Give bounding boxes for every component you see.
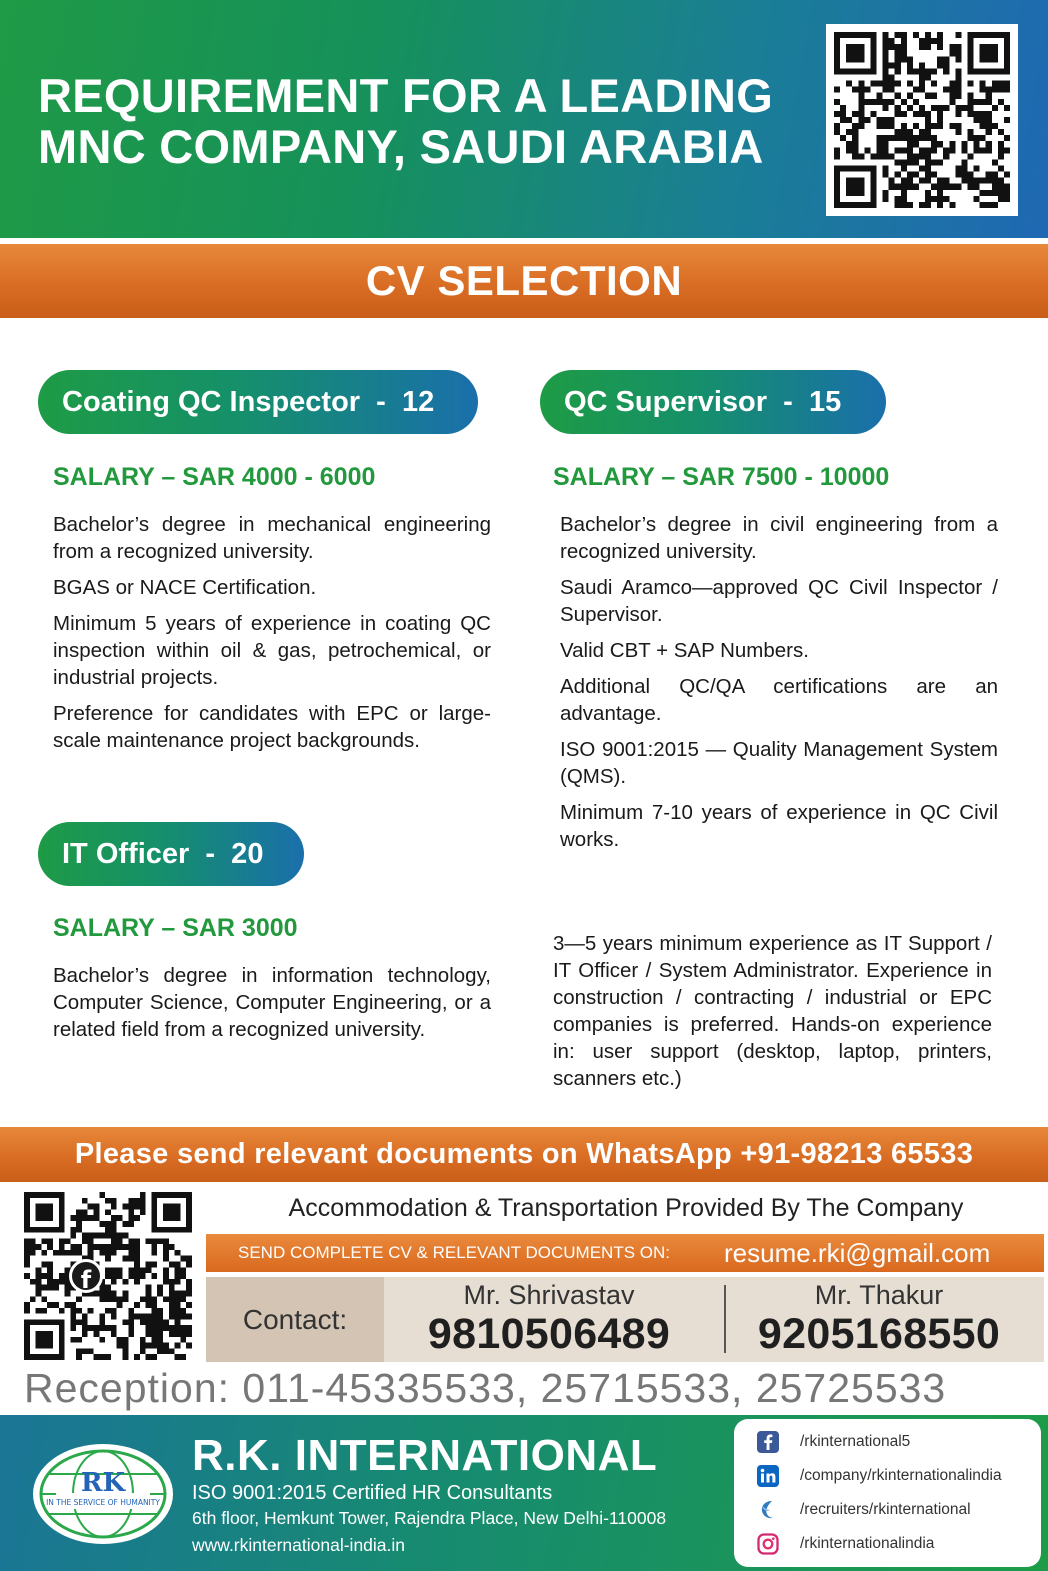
linkedin-icon xyxy=(756,1464,780,1488)
social-link-instagram[interactable] xyxy=(756,1530,1036,1558)
requirements-it-officer-education xyxy=(53,962,491,1052)
email-link[interactable]: resume.rki@gmail.com xyxy=(724,1238,991,1268)
accommodation-note: Accommodation & Transportation Provided By The Company xyxy=(288,1194,964,1222)
facebook-badge-icon: f xyxy=(69,1259,103,1293)
contact-label: Contact: xyxy=(206,1277,384,1362)
cv-selection-banner: CV SELECTION xyxy=(0,244,1048,318)
requirement-item: Additional QC/QA certifications are an advantage. xyxy=(560,675,998,725)
requirement-item: Preference for candidates with EPC or large-scale maintenance project backgrounds. xyxy=(53,702,491,752)
requirements-qc-supervisor xyxy=(560,511,998,862)
job-title-it-officer: IT Officer - 20 xyxy=(38,822,304,886)
social-handle: /recruiters/rkinternational xyxy=(800,1501,971,1518)
company-address: 6th floor, Hemkunt Tower, Rajendra Place, New Delhi-110008 xyxy=(192,1508,667,1528)
social-link-linkedin[interactable] xyxy=(756,1462,1036,1490)
contact-persons xyxy=(384,1277,1044,1362)
requirement-item: Valid CBT + SAP Numbers. xyxy=(560,639,809,662)
social-handle: /company/rkinternationalindia xyxy=(800,1467,1002,1484)
requirement-item: Minimum 5 years of experience in coating QC inspection within oil & gas, petrochemical, or industrial projects. xyxy=(53,612,491,689)
contact-name: Mr. Shrivastav xyxy=(463,1280,635,1310)
requirements-coating-qc-inspector xyxy=(53,511,491,763)
contact-person-thakur xyxy=(714,1277,1044,1357)
requirement-item: Bachelor’s degree in information technology, Computer Science, Computer Engineering, or a related field from a recognized university. xyxy=(53,964,491,1041)
title-line-1: REQUIREMENT FOR A LEADING xyxy=(38,69,774,122)
job-title-coating-qc-inspector: Coating QC Inspector - 12 xyxy=(38,370,478,434)
requirement-item: BGAS or NACE Certification. xyxy=(53,576,317,599)
company-name: R.K. INTERNATIONAL xyxy=(192,1431,658,1480)
requirement-item: Bachelor’s degree in civil engineering from a recognized university. xyxy=(560,513,998,563)
facebook-icon xyxy=(756,1430,780,1454)
company-tagline: ISO 9001:2015 Certified HR Consultants xyxy=(192,1482,553,1504)
requirement-item: 3—5 years minimum experience as IT Support / IT Officer / System Administrator. Experience in construction / contracting / industrial or EPC companies is preferred. Hands-on experience in: user support (desktop, laptop, printers, scanners etc.) xyxy=(553,932,992,1090)
contact-name: Mr. Thakur xyxy=(814,1280,944,1310)
title-line-2: MNC COMPANY, SAUDI ARABIA xyxy=(38,120,764,173)
contact-phone[interactable]: 9205168550 xyxy=(757,1310,1001,1358)
salary-qc-supervisor: SALARY – SAR 7500 - 10000 xyxy=(553,463,890,491)
rk-logo-icon xyxy=(30,1441,176,1547)
send-cv-label: SEND COMPLETE CV & RELEVANT DOCUMENTS ON: xyxy=(238,1243,670,1262)
logo-ring-text: IN THE SERVICE OF HUMANITY xyxy=(46,1498,160,1507)
logo-text: RK xyxy=(80,1468,126,1498)
job-title-qc-supervisor: QC Supervisor - 15 xyxy=(540,370,886,434)
requirement-item: Saudi Aramco—approved QC Civil Inspector / Supervisor. xyxy=(560,576,998,626)
page-title xyxy=(38,70,818,172)
qr-code-icon[interactable] xyxy=(826,24,1018,216)
requirements-it-officer-experience xyxy=(553,930,992,1101)
salary-it-officer: SALARY – SAR 3000 xyxy=(53,914,298,942)
social-handle: /rkinternational5 xyxy=(800,1433,911,1450)
social-link-facebook[interactable] xyxy=(756,1428,1036,1456)
social-link-naukri[interactable] xyxy=(756,1496,1036,1524)
requirement-item: ISO 9001:2015 — Quality Management System (QMS). xyxy=(560,738,998,788)
reception-numbers[interactable]: Reception: 011-45335533, 25715533, 25725533 xyxy=(24,1365,947,1411)
company-website-link[interactable]: www.rkinternational-india.in xyxy=(192,1535,406,1555)
contact-person-shrivastav xyxy=(384,1277,714,1357)
whatsapp-banner[interactable]: Please send relevant documents on WhatsApp +91-98213 65533 xyxy=(0,1127,1048,1182)
social-links-card xyxy=(734,1419,1041,1567)
instagram-icon xyxy=(756,1532,780,1556)
social-handle: /rkinternationalindia xyxy=(800,1535,935,1552)
contact-phone[interactable]: 9810506489 xyxy=(427,1310,671,1358)
naukri-icon xyxy=(756,1498,780,1522)
send-cv-bar xyxy=(206,1234,1044,1272)
requirement-item: Minimum 7-10 years of experience in QC Civil works. xyxy=(560,801,998,851)
header-banner xyxy=(0,0,1048,238)
facebook-qr-code-icon[interactable] xyxy=(24,1192,192,1360)
salary-coating-qc-inspector: SALARY – SAR 4000 - 6000 xyxy=(53,463,376,491)
requirement-item: Bachelor’s degree in mechanical engineering from a recognized university. xyxy=(53,513,491,563)
